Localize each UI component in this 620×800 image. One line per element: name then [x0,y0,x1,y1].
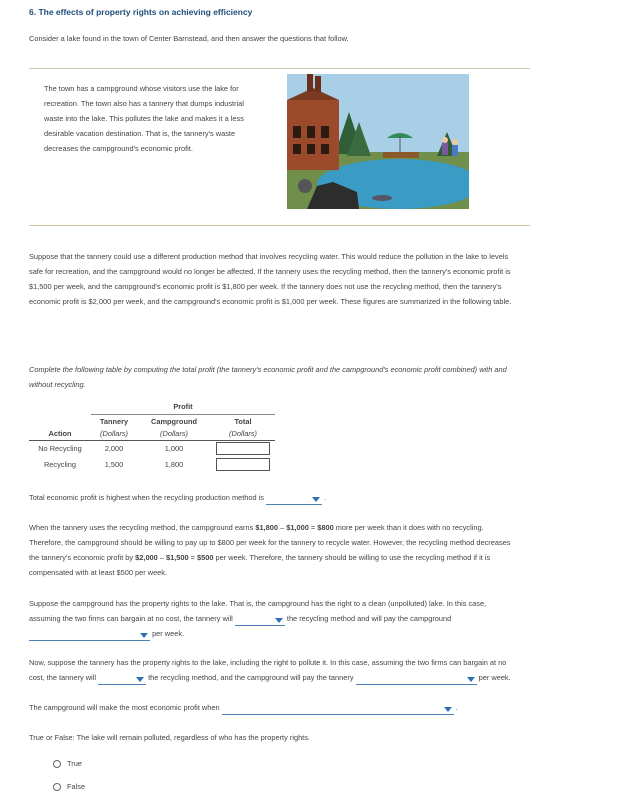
q-most-profit [29,700,604,715]
camper-head [442,137,448,143]
recycling-method-dropdown[interactable] [266,495,322,505]
tannery-action-dropdown[interactable] [235,616,285,626]
question-end: . [324,493,327,502]
chimney [315,76,321,92]
option-label: True [67,759,82,768]
chimney [307,74,313,92]
paragraph-line: Suppose that the tannery could use a different production method that involves recycling water. This would reduce the pollution in the lake to levels [29,252,509,261]
tannery-action-dropdown-2[interactable] [98,675,146,685]
lake-illustration [287,74,469,209]
q-total-profit [29,490,599,505]
paragraph-line: $1,500 per week, and the campground's economic profit is $1,800 per week. If the tannery does not use the recycling method, then the tannery's [29,282,502,291]
row-header-action: Action [48,428,72,438]
most-profit-dropdown[interactable] [222,705,454,715]
window [321,126,329,138]
radio-false[interactable] [53,783,61,791]
window [321,144,329,154]
dead-fish [372,195,392,201]
campground-cell: 1,800 [164,459,184,469]
explanation [29,520,604,580]
paragraph-line: safe for recreation, and the campground would no longer be affected. If the tannery uses the recycling method, then the tannery's economic profit is [29,267,511,276]
drain-pipe [298,179,312,193]
camper-head [452,139,458,145]
table-instruction [29,362,599,392]
scenario-line: waste into the lake. This pollutes the lake and makes it a less [44,114,244,123]
tannery-cell: 2,000 [104,443,124,453]
divider-bottom [29,225,530,226]
question-end: . [455,703,458,712]
col-total: Total [234,417,252,427]
total-no-recycling-input[interactable] [216,442,270,455]
action-cell: Recycling [43,459,77,469]
chevron-down-icon [136,677,144,682]
question-text: Total economic profit is highest when the recycling production method is [29,493,264,502]
instruction-line: Complete the following table by computing the total profit (the tannery's economic profit and the campground's economic profit combined) with and [29,365,507,374]
explanation-line: the tannery's economic profit by $2,000 – $1,500 = $500 per week. Therefore, the tannery should be willing to use the recycling method if it is [29,553,491,562]
scenario-line: desirable vacation destination. That is, the tannery's waste [44,129,236,138]
window [307,126,315,138]
unit-campground: (Dollars) [160,428,188,438]
tannery-payment-dropdown[interactable] [356,675,477,685]
window [293,144,301,154]
camper-body [442,143,448,155]
table-row [29,440,275,456]
action-cell: No Recycling [38,443,82,453]
unit-total: (Dollars) [229,428,257,438]
suppose-paragraph [29,249,599,309]
scenario-line: decreases the campground's economic profit. [44,144,193,153]
col-tannery: Tannery [99,417,129,427]
chevron-down-icon [467,677,475,682]
scenario-line: recreation. The town also has a tannery that dumps industrial [44,99,244,108]
question-line: per week. [29,626,604,641]
option-true[interactable] [53,756,82,771]
window [307,144,315,154]
explanation-line: compensated with at least $500 per week. [29,568,168,577]
unit-tannery: (Dollars) [100,428,128,438]
instruction-line: without recycling. [29,380,86,389]
profit-group-header: Profit [91,400,275,414]
table-row [29,456,275,472]
paragraph-line: economic profit is $2,000 per week, and the campground's economic profit is $1,000 per week. These figures are summarized in the following table. [29,297,512,306]
picnic-table [383,152,419,158]
intro-text: Consider a lake found in the town of Center Barnstead, and then answer the questions that follow. [29,34,349,43]
q-tannery-rights [29,655,604,685]
scenario-line: The town has a campground whose visitors use the lake for [44,84,239,93]
q-true-false: True or False: The lake will remain polluted, regardless of who has the property rights. [29,733,310,742]
campground-payment-dropdown[interactable] [29,631,150,641]
question-line: Suppose the campground has the property rights to the lake. That is, the campground has the right to a clean (unpolluted) lake. In this case, [29,599,487,608]
page-title: 6. The effects of property rights on achieving efficiency [29,7,253,17]
window [293,126,301,138]
question-line: cost, the tannery will the recycling method, and the campground will pay the tannery per week. [29,670,604,685]
total-recycling-input[interactable] [216,458,270,471]
chevron-down-icon [312,497,320,502]
chevron-down-icon [140,633,148,638]
divider-top [29,68,530,69]
col-campground: Campground [151,417,197,427]
profit-table [29,400,275,472]
q-campground-rights [29,596,604,641]
option-false[interactable] [53,779,85,794]
question-text: The campground will make the most economic profit when [29,703,220,712]
scenario-text [44,81,284,156]
question-line: Now, suppose the tannery has the property rights to the lake, including the right to pollute it. In this case, assuming the two firms can bargain at no [29,658,507,667]
chevron-down-icon [444,707,452,712]
camper-body [452,145,458,156]
radio-true[interactable] [53,760,61,768]
option-label: False [67,782,86,791]
question-line: assuming the two firms can bargain at no cost, the tannery will the recycling method and will pay the campground [29,611,604,626]
tannery-cell: 1,500 [104,459,124,469]
explanation-line: When the tannery uses the recycling method, the campground earns $1,800 – $1,000 = $800 more per week than it does with no recycling. [29,523,484,532]
chevron-down-icon [275,618,283,623]
explanation-line: Therefore, the campground should be willing to pay up to $800 per week for the tannery to recycle water. However, the recycling method decreases [29,538,511,547]
campground-cell: 1,000 [164,443,184,453]
